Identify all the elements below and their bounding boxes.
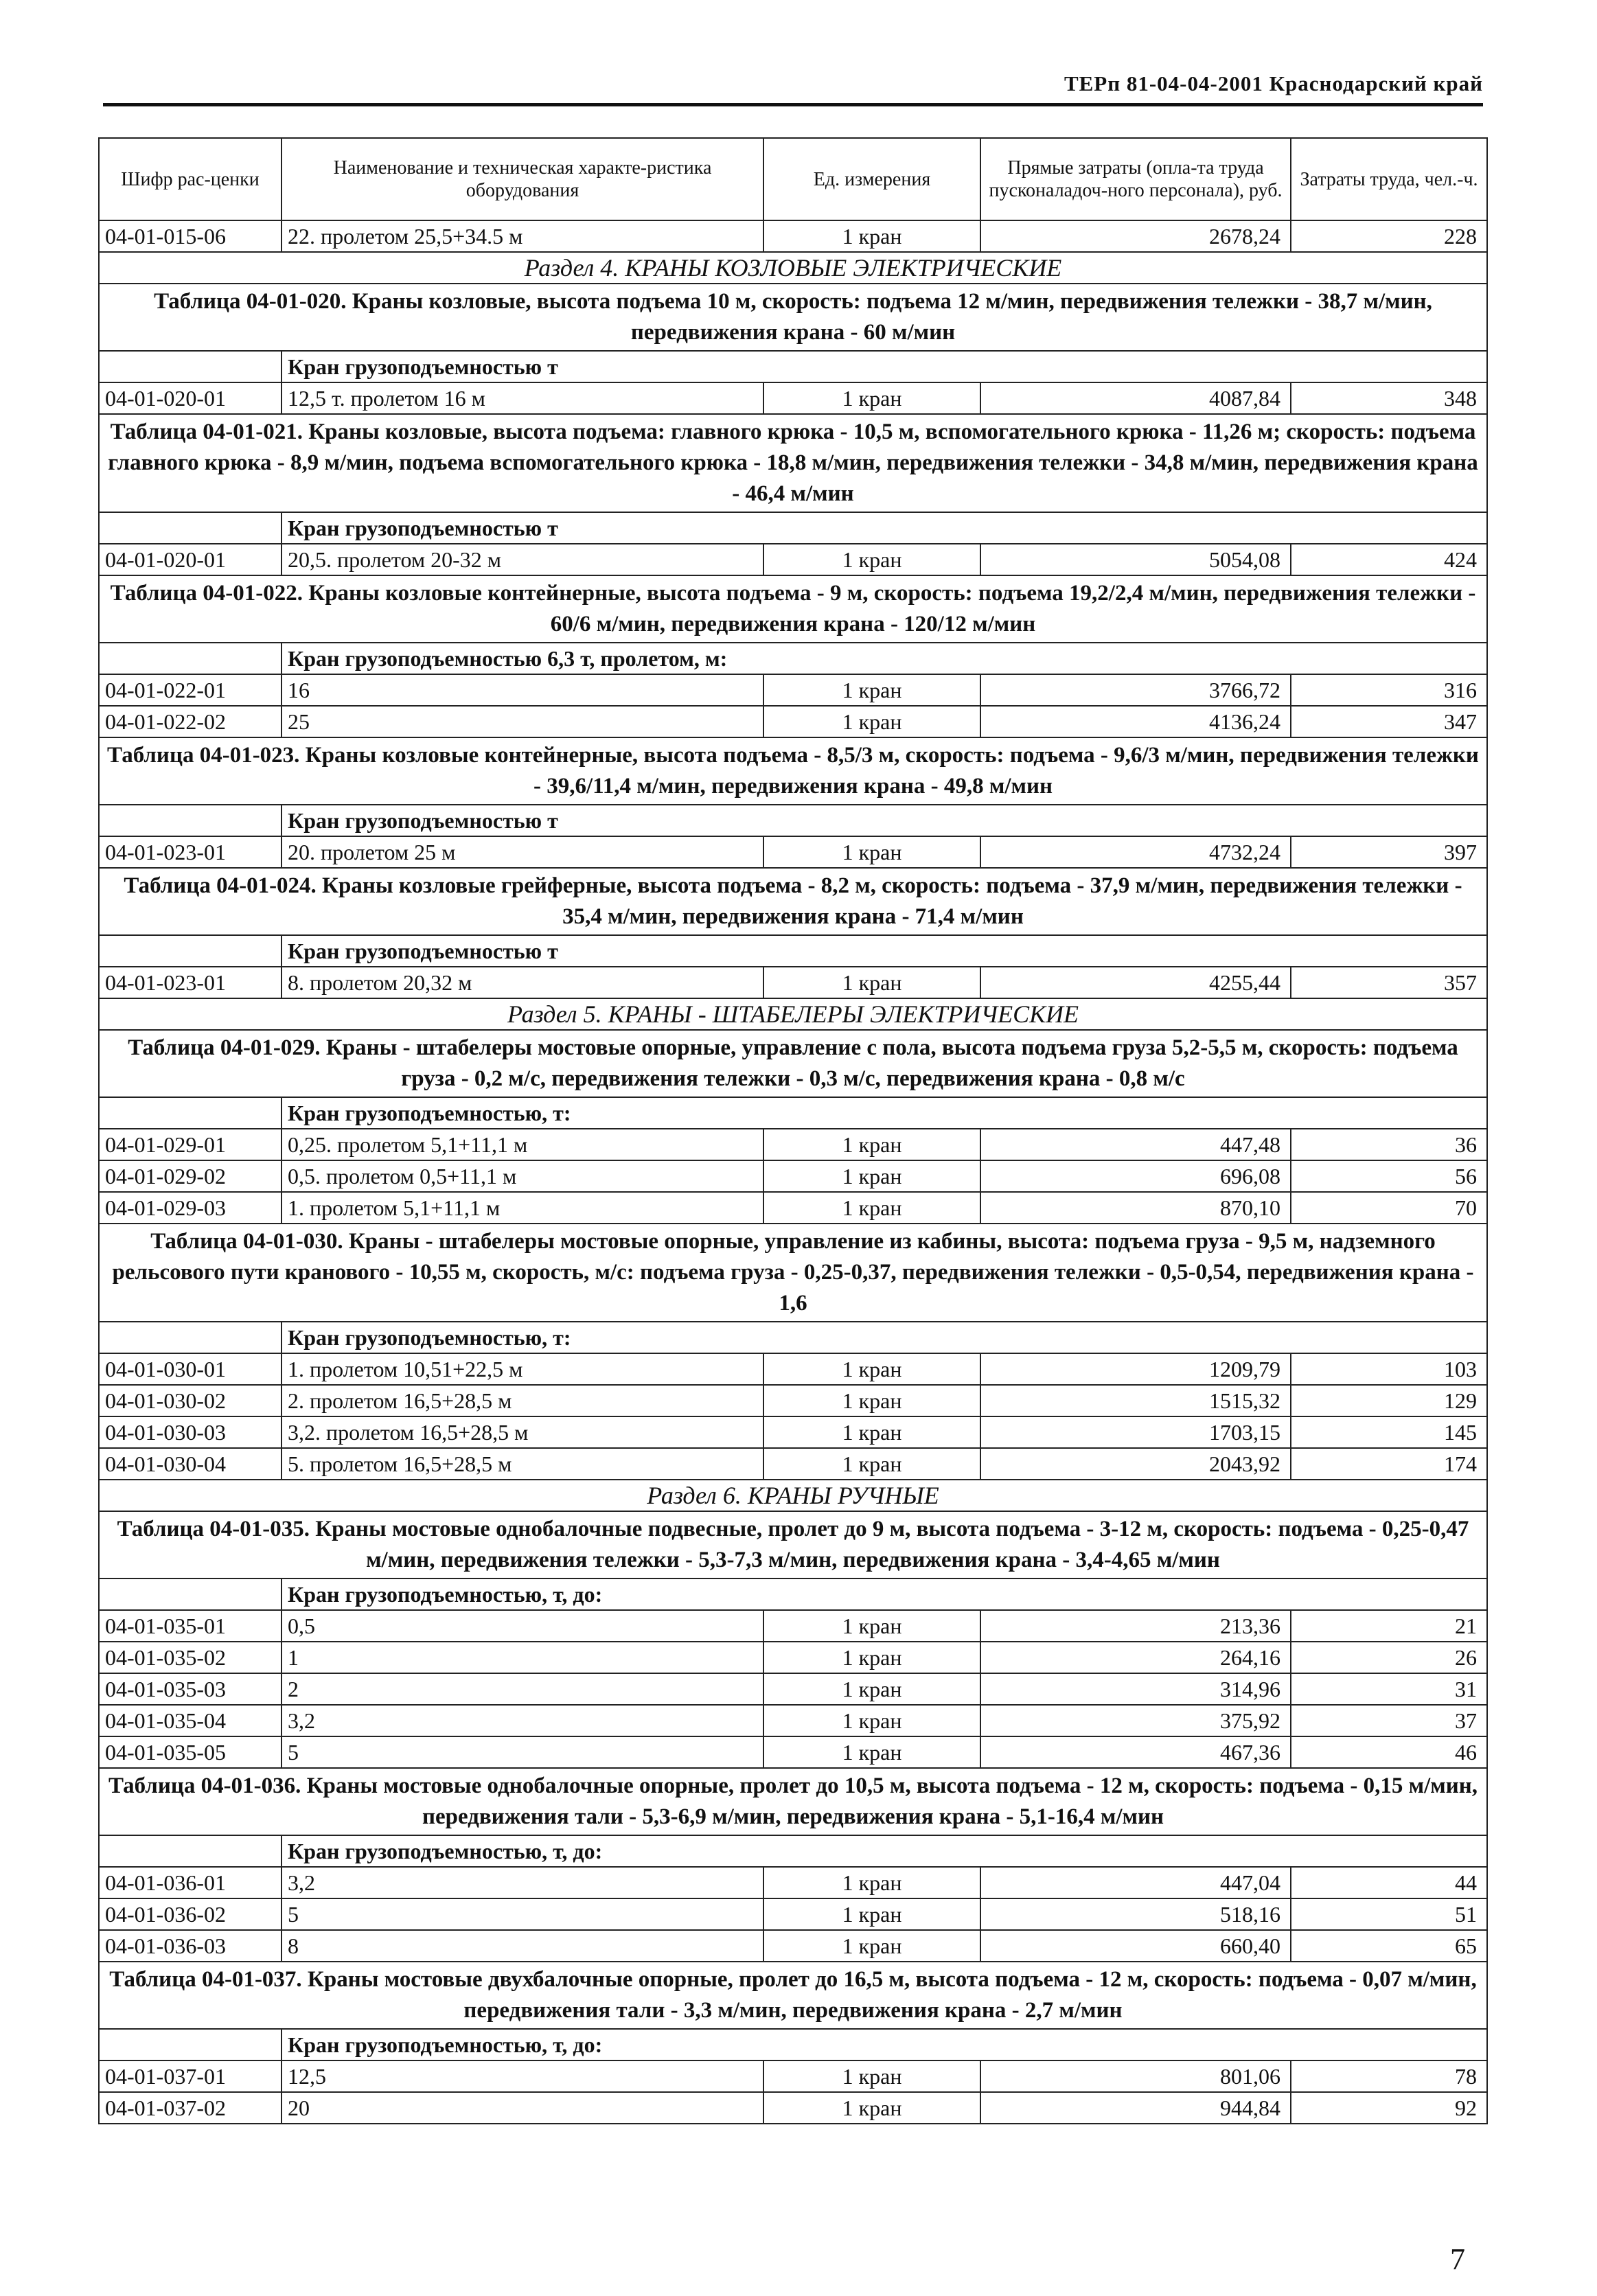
empty-cell <box>99 935 282 967</box>
item-name: 3,2 <box>282 1705 763 1736</box>
table-description-row <box>99 284 1487 351</box>
table-row <box>99 1930 1487 1962</box>
labor-cost: 70 <box>1291 1192 1487 1224</box>
table-row <box>99 1898 1487 1930</box>
unit-of-measure: 1 кран <box>763 1353 980 1385</box>
direct-cost: 801,06 <box>980 2060 1291 2092</box>
item-name: 5. пролетом 16,5+28,5 м <box>282 1448 763 1480</box>
rate-code: 04-01-023-01 <box>99 967 282 998</box>
table-row <box>99 1705 1487 1736</box>
direct-cost: 696,08 <box>980 1160 1291 1192</box>
labor-cost: 347 <box>1291 706 1487 737</box>
direct-cost: 5054,08 <box>980 544 1291 575</box>
item-name: 12,5 т. пролетом 16 м <box>282 382 763 414</box>
table-description-row <box>99 414 1487 512</box>
unit-of-measure: 1 кран <box>763 836 980 868</box>
direct-cost: 4732,24 <box>980 836 1291 868</box>
capacity-subheading: Кран грузоподъемностью, т: <box>282 1322 1487 1353</box>
labor-cost: 397 <box>1291 836 1487 868</box>
table-row <box>99 1129 1487 1160</box>
item-name: 2 <box>282 1673 763 1705</box>
item-name: 1. пролетом 10,51+22,5 м <box>282 1353 763 1385</box>
item-name: 0,25. пролетом 5,1+11,1 м <box>282 1129 763 1160</box>
direct-cost: 4087,84 <box>980 382 1291 414</box>
direct-cost: 2043,92 <box>980 1448 1291 1480</box>
direct-cost: 467,36 <box>980 1736 1291 1768</box>
table-row <box>99 220 1487 252</box>
subheading-row <box>99 512 1487 544</box>
item-name: 20,5. пролетом 20-32 м <box>282 544 763 575</box>
rate-code: 04-01-029-02 <box>99 1160 282 1192</box>
item-name: 0,5. пролетом 0,5+11,1 м <box>282 1160 763 1192</box>
column-header-code: Шифр рас-ценки <box>99 138 282 220</box>
table-description-row <box>99 1962 1487 2029</box>
labor-cost: 21 <box>1291 1610 1487 1642</box>
subheading-row <box>99 643 1487 674</box>
capacity-subheading: Кран грузоподъемностью, т, до: <box>282 2029 1487 2060</box>
table-row <box>99 706 1487 737</box>
labor-cost: 103 <box>1291 1353 1487 1385</box>
rate-code: 04-01-029-03 <box>99 1192 282 1224</box>
table-description-row <box>99 737 1487 805</box>
capacity-subheading: Кран грузоподъемностью т <box>282 351 1487 382</box>
labor-cost: 228 <box>1291 220 1487 252</box>
header-rule <box>103 103 1483 106</box>
labor-cost: 129 <box>1291 1385 1487 1416</box>
rate-code: 04-01-030-03 <box>99 1416 282 1448</box>
table-row <box>99 1736 1487 1768</box>
rate-code: 04-01-022-01 <box>99 674 282 706</box>
labor-cost: 357 <box>1291 967 1487 998</box>
direct-cost: 660,40 <box>980 1930 1291 1962</box>
labor-cost: 31 <box>1291 1673 1487 1705</box>
rate-code: 04-01-037-01 <box>99 2060 282 2092</box>
table-body <box>99 220 1487 2124</box>
unit-of-measure: 1 кран <box>763 1192 980 1224</box>
labor-cost: 44 <box>1291 1867 1487 1898</box>
empty-cell <box>99 1835 282 1867</box>
table-description-row <box>99 1224 1487 1322</box>
labor-cost: 56 <box>1291 1160 1487 1192</box>
capacity-subheading: Кран грузоподъемностью, т, до: <box>282 1578 1487 1610</box>
labor-cost: 145 <box>1291 1416 1487 1448</box>
rate-code: 04-01-035-02 <box>99 1642 282 1673</box>
empty-cell <box>99 805 282 836</box>
table-description: Таблица 04-01-030. Краны - штабелеры мостовые опорные, управление из кабины, высота: подъема груза - 9,5 м, надземного рельсового пути кранового - 10,55 м, скорость, м/с: подъема груза - 0,25-0,37, передвижения тележки - 0,5-0,54, передвижения крана - 1,6 <box>99 1224 1487 1322</box>
direct-cost: 944,84 <box>980 2092 1291 2124</box>
unit-of-measure: 1 кран <box>763 1673 980 1705</box>
item-name: 1 <box>282 1642 763 1673</box>
section-heading-row <box>99 1480 1487 1511</box>
item-name: 22. пролетом 25,5+34.5 м <box>282 220 763 252</box>
table-row <box>99 836 1487 868</box>
direct-cost: 870,10 <box>980 1192 1291 1224</box>
labor-cost: 316 <box>1291 674 1487 706</box>
rate-code: 04-01-015-06 <box>99 220 282 252</box>
empty-cell <box>99 2029 282 2060</box>
item-name: 3,2. пролетом 16,5+28,5 м <box>282 1416 763 1448</box>
table-row <box>99 1610 1487 1642</box>
item-name: 0,5 <box>282 1610 763 1642</box>
table-description-row <box>99 1511 1487 1578</box>
labor-cost: 92 <box>1291 2092 1487 2124</box>
direct-cost: 447,48 <box>980 1129 1291 1160</box>
direct-cost: 375,92 <box>980 1705 1291 1736</box>
direct-cost: 3766,72 <box>980 674 1291 706</box>
rate-code: 04-01-036-02 <box>99 1898 282 1930</box>
table-description: Таблица 04-01-029. Краны - штабелеры мостовые опорные, управление с пола, высота подъема груза 5,2-5,5 м, скорость: подъема груза - 0,2 м/с, передвижения тележки - 0,3 м/с, передвижения крана - 0,8 м/с <box>99 1030 1487 1097</box>
table-row <box>99 1867 1487 1898</box>
rate-code: 04-01-035-03 <box>99 1673 282 1705</box>
direct-cost: 1703,15 <box>980 1416 1291 1448</box>
table-row <box>99 1160 1487 1192</box>
item-name: 5 <box>282 1736 763 1768</box>
unit-of-measure: 1 кран <box>763 1705 980 1736</box>
rate-code: 04-01-020-01 <box>99 544 282 575</box>
unit-of-measure: 1 кран <box>763 1416 980 1448</box>
rate-code: 04-01-035-01 <box>99 1610 282 1642</box>
unit-of-measure: 1 кран <box>763 1448 980 1480</box>
rate-code: 04-01-023-01 <box>99 836 282 868</box>
unit-of-measure: 1 кран <box>763 1930 980 1962</box>
labor-cost: 174 <box>1291 1448 1487 1480</box>
table-row <box>99 1416 1487 1448</box>
column-header-labor: Затраты труда, чел.-ч. <box>1291 138 1487 220</box>
direct-cost: 447,04 <box>980 1867 1291 1898</box>
unit-of-measure: 1 кран <box>763 674 980 706</box>
table-description: Таблица 04-01-035. Краны мостовые однобалочные подвесные, пролет до 9 м, высота подъема - 3-12 м, скорость: подъема - 0,25-0,47 м/мин, передвижения тележки - 5,3-7,3 м/мин, передвижения крана - 3,4-4,65 м/мин <box>99 1511 1487 1578</box>
table-row <box>99 967 1487 998</box>
item-name: 2. пролетом 16,5+28,5 м <box>282 1385 763 1416</box>
rate-code: 04-01-030-01 <box>99 1353 282 1385</box>
table-description-row <box>99 868 1487 935</box>
unit-of-measure: 1 кран <box>763 2060 980 2092</box>
subheading-row <box>99 805 1487 836</box>
table-description-row <box>99 575 1487 643</box>
unit-of-measure: 1 кран <box>763 1898 980 1930</box>
labor-cost: 46 <box>1291 1736 1487 1768</box>
capacity-subheading: Кран грузоподъемностью, т, до: <box>282 1835 1487 1867</box>
section-heading-row <box>99 998 1487 1030</box>
subheading-row <box>99 935 1487 967</box>
direct-cost: 4255,44 <box>980 967 1291 998</box>
direct-cost: 314,96 <box>980 1673 1291 1705</box>
direct-cost: 213,36 <box>980 1610 1291 1642</box>
rate-code: 04-01-022-02 <box>99 706 282 737</box>
direct-cost: 1515,32 <box>980 1385 1291 1416</box>
rate-code: 04-01-030-02 <box>99 1385 282 1416</box>
table-header-row <box>99 138 1487 220</box>
empty-cell <box>99 1322 282 1353</box>
table-description: Таблица 04-01-021. Краны козловые, высота подъема: главного крюка - 10,5 м, вспомогательного крюка - 11,26 м; скорость: подъема главного крюка - 8,9 м/мин, подъема вспомогательного крюка - 18,8 м/мин, передвижения тележки - 34,8 м/мин, передвижения крана - 46,4 м/мин <box>99 414 1487 512</box>
table-row <box>99 382 1487 414</box>
labor-cost: 78 <box>1291 2060 1487 2092</box>
item-name: 5 <box>282 1898 763 1930</box>
empty-cell <box>99 1578 282 1610</box>
table-description: Таблица 04-01-022. Краны козловые контейнерные, высота подъема - 9 м, скорость: подъема 19,2/2,4 м/мин, передвижения тележки - 60/6 м/мин, передвижения крана - 120/12 м/мин <box>99 575 1487 643</box>
labor-cost: 26 <box>1291 1642 1487 1673</box>
rate-code: 04-01-030-04 <box>99 1448 282 1480</box>
capacity-subheading: Кран грузоподъемностью, т: <box>282 1097 1487 1129</box>
direct-cost: 1209,79 <box>980 1353 1291 1385</box>
table-row <box>99 1673 1487 1705</box>
table-row <box>99 674 1487 706</box>
subheading-row <box>99 2029 1487 2060</box>
labor-cost: 37 <box>1291 1705 1487 1736</box>
capacity-subheading: Кран грузоподъемностью 6,3 т, пролетом, м: <box>282 643 1487 674</box>
section-heading: Раздел 5. КРАНЫ - ШТАБЕЛЕРЫ ЭЛЕКТРИЧЕСКИЕ <box>99 998 1487 1030</box>
subheading-row <box>99 1097 1487 1129</box>
column-header-name: Наименование и техническая характе-ристика оборудования <box>282 138 763 220</box>
table-row <box>99 1192 1487 1224</box>
unit-of-measure: 1 кран <box>763 1867 980 1898</box>
item-name: 25 <box>282 706 763 737</box>
unit-of-measure: 1 кран <box>763 1385 980 1416</box>
section-heading: Раздел 4. КРАНЫ КОЗЛОВЫЕ ЭЛЕКТРИЧЕСКИЕ <box>99 252 1487 284</box>
item-name: 3,2 <box>282 1867 763 1898</box>
rate-code: 04-01-036-01 <box>99 1867 282 1898</box>
unit-of-measure: 1 кран <box>763 706 980 737</box>
table-description: Таблица 04-01-037. Краны мостовые двухбалочные опорные, пролет до 16,5 м, высота подъема - 12 м, скорость: подъема - 0,07 м/мин, передвижения тали - 3,3 м/мин, передвижения крана - 2,7 м/мин <box>99 1962 1487 2029</box>
direct-cost: 518,16 <box>980 1898 1291 1930</box>
labor-cost: 65 <box>1291 1930 1487 1962</box>
capacity-subheading: Кран грузоподъемностью т <box>282 512 1487 544</box>
item-name: 1. пролетом 5,1+11,1 м <box>282 1192 763 1224</box>
rate-code: 04-01-020-01 <box>99 382 282 414</box>
unit-of-measure: 1 кран <box>763 967 980 998</box>
table-description: Таблица 04-01-024. Краны козловые грейферные, высота подъема - 8,2 м, скорость: подъема - 37,9 м/мин, передвижения тележки - 35,4 м/мин, передвижения крана - 71,4 м/мин <box>99 868 1487 935</box>
table-description: Таблица 04-01-020. Краны козловые, высота подъема 10 м, скорость: подъема 12 м/мин, передвижения тележки - 38,7 м/мин, передвижения крана - 60 м/мин <box>99 284 1487 351</box>
table-description: Таблица 04-01-036. Краны мостовые однобалочные опорные, пролет до 10,5 м, высота подъема - 12 м, скорость: подъема - 0,15 м/мин, передвижения тали - 5,3-6,9 м/мин, передвижения крана - 5,1-16,4 м/мин <box>99 1768 1487 1835</box>
labor-cost: 51 <box>1291 1898 1487 1930</box>
item-name: 8. пролетом 20,32 м <box>282 967 763 998</box>
empty-cell <box>99 1097 282 1129</box>
unit-of-measure: 1 кран <box>763 2092 980 2124</box>
table-description: Таблица 04-01-023. Краны козловые контейнерные, высота подъема - 8,5/3 м, скорость: подъема - 9,6/3 м/мин, передвижения тележки - 39,6/11,4 м/мин, передвижения крана - 49,8 м/мин <box>99 737 1487 805</box>
rate-code: 04-01-035-04 <box>99 1705 282 1736</box>
labor-cost: 348 <box>1291 382 1487 414</box>
unit-of-measure: 1 кран <box>763 1610 980 1642</box>
table-description-row <box>99 1030 1487 1097</box>
empty-cell <box>99 512 282 544</box>
section-heading-row <box>99 252 1487 284</box>
document-header: ТЕРп 81-04-04-2001 Краснодарский край <box>1064 71 1483 95</box>
table-row <box>99 1448 1487 1480</box>
table-row <box>99 1385 1487 1416</box>
capacity-subheading: Кран грузоподъемностью т <box>282 805 1487 836</box>
unit-of-measure: 1 кран <box>763 1642 980 1673</box>
item-name: 16 <box>282 674 763 706</box>
unit-of-measure: 1 кран <box>763 1160 980 1192</box>
rate-code: 04-01-037-02 <box>99 2092 282 2124</box>
table-row <box>99 1642 1487 1673</box>
capacity-subheading: Кран грузоподъемностью т <box>282 935 1487 967</box>
labor-cost: 424 <box>1291 544 1487 575</box>
table-row <box>99 544 1487 575</box>
table-row <box>99 2092 1487 2124</box>
rate-code: 04-01-029-01 <box>99 1129 282 1160</box>
direct-cost: 4136,24 <box>980 706 1291 737</box>
table-row <box>99 2060 1487 2092</box>
unit-of-measure: 1 кран <box>763 382 980 414</box>
page-number: 7 <box>1450 2242 1465 2276</box>
rate-code: 04-01-035-05 <box>99 1736 282 1768</box>
subheading-row <box>99 351 1487 382</box>
item-name: 12,5 <box>282 2060 763 2092</box>
rate-code: 04-01-036-03 <box>99 1930 282 1962</box>
unit-of-measure: 1 кран <box>763 1129 980 1160</box>
subheading-row <box>99 1322 1487 1353</box>
column-header-unit: Ед. измерения <box>763 138 980 220</box>
subheading-row <box>99 1835 1487 1867</box>
unit-of-measure: 1 кран <box>763 1736 980 1768</box>
direct-cost: 2678,24 <box>980 220 1291 252</box>
table-description-row <box>99 1768 1487 1835</box>
item-name: 20. пролетом 25 м <box>282 836 763 868</box>
section-heading: Раздел 6. КРАНЫ РУЧНЫЕ <box>99 1480 1487 1511</box>
empty-cell <box>99 351 282 382</box>
empty-cell <box>99 643 282 674</box>
unit-of-measure: 1 кран <box>763 544 980 575</box>
unit-of-measure: 1 кран <box>763 220 980 252</box>
labor-cost: 36 <box>1291 1129 1487 1160</box>
rates-table <box>98 137 1488 2124</box>
item-name: 8 <box>282 1930 763 1962</box>
subheading-row <box>99 1578 1487 1610</box>
item-name: 20 <box>282 2092 763 2124</box>
column-header-cost: Прямые затраты (опла-та труда пусконаладоч-ного персонала), руб. <box>980 138 1291 220</box>
table-row <box>99 1353 1487 1385</box>
direct-cost: 264,16 <box>980 1642 1291 1673</box>
